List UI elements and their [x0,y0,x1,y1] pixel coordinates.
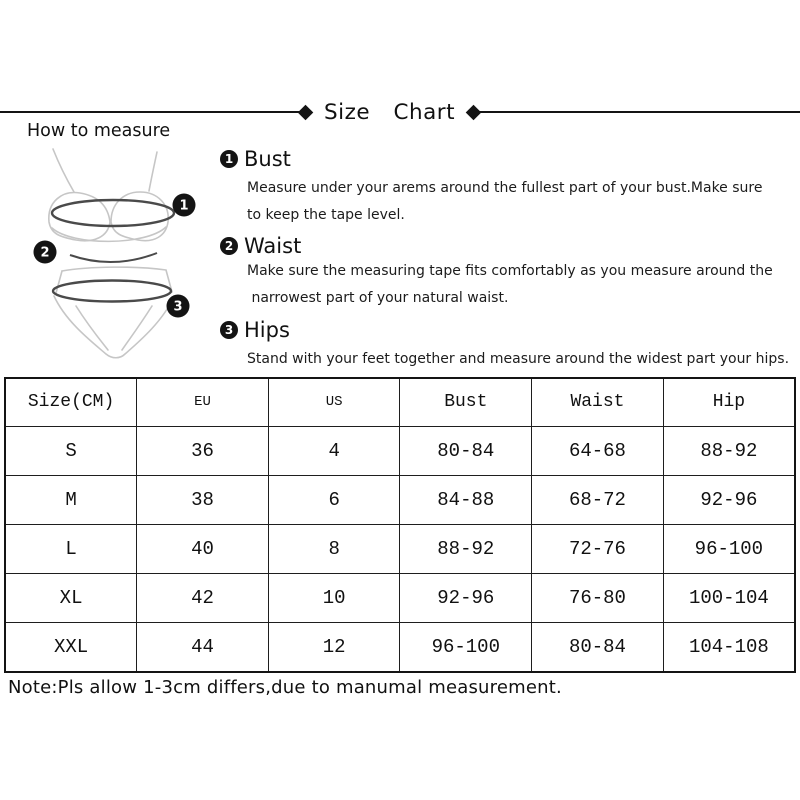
cell: XXL [5,623,137,672]
section-waist-header [220,234,773,258]
diamond-icon-right [466,104,482,120]
cell: 12 [268,623,400,672]
cell: 80-84 [532,623,664,672]
waist-description-line: narrowest part of your natural waist. [247,290,509,306]
title-rule-right [479,111,800,113]
badge-2-label: 2 [40,245,50,261]
cell: 6 [268,475,400,524]
bust-description-line: Measure under your arems around the fullest part of your bust.Make sure [247,180,763,196]
table-row-xxl [5,623,795,672]
page-title: Size Chart [324,99,456,125]
bust-heading: Bust [244,147,291,171]
col-header-size: Size(CM) [5,378,137,426]
table-row-l [5,524,795,573]
cell: 44 [137,623,269,672]
col-header-eu: EU [137,378,269,426]
section-hips-header [220,318,789,342]
cell: 100-104 [663,574,795,623]
cell: 4 [268,426,400,475]
col-header-hip: Hip [663,378,795,426]
cell: 84-88 [400,475,532,524]
panty-leg-left [76,306,108,350]
waist-heading: Waist [244,234,302,258]
badge-1-label: 1 [179,198,189,214]
cell: 104-108 [663,623,795,672]
title-rule-left [0,111,300,113]
waist-tape-line [70,253,157,262]
hip-tape-line [53,281,171,302]
cell: 40 [137,524,269,573]
cell: 64-68 [532,426,664,475]
panty-side-left [56,271,62,293]
panty-outline [54,296,174,358]
col-header-us: US [268,378,400,426]
waist-number-badge: 2 [220,237,238,255]
section-waist [220,234,773,312]
size-table [4,377,796,673]
bust-description-line: to keep the tape level. [247,207,405,223]
section-hips [220,318,789,373]
hips-number-badge: 3 [220,321,238,339]
size-table-header-row [5,378,795,426]
bikini-measurement-illustration [18,142,218,372]
col-header-bust: Bust [400,378,532,426]
waist-description-line: Make sure the measuring tape fits comfortably as you measure around the [247,263,773,279]
cell: 80-84 [400,426,532,475]
cell: 92-96 [400,574,532,623]
bust-number-badge: 1 [220,150,238,168]
cell: 88-92 [663,426,795,475]
cell: 92-96 [663,475,795,524]
cell: 72-76 [532,524,664,573]
section-bust-header [220,147,762,171]
cell: XL [5,574,137,623]
cell: 42 [137,574,269,623]
cell: 8 [268,524,400,573]
strap-right [149,152,157,191]
how-to-measure-heading: How to measure [27,121,171,141]
cell: 10 [268,574,400,623]
cell: S [5,426,137,475]
hips-description-line: Stand with your feet together and measure around the widest part your hips. [247,351,790,367]
table-row-m [5,475,795,524]
measurement-note: Note:Pls allow 1-3cm differs,due to manumal measurement. [8,677,562,698]
table-row-s [5,426,795,475]
cell: 76-80 [532,574,664,623]
waist-description [247,258,773,312]
hips-heading: Hips [244,318,290,342]
badge-3-label: 3 [173,299,183,315]
section-bust [220,147,762,229]
bust-tape-line [52,200,174,226]
cell: M [5,475,137,524]
cell: 96-100 [400,623,532,672]
strap-left [53,149,74,192]
cell: 38 [137,475,269,524]
table-row-xl [5,574,795,623]
cell: L [5,524,137,573]
cell: 68-72 [532,475,664,524]
hips-description [247,346,789,373]
cell: 88-92 [400,524,532,573]
bust-description [247,175,762,229]
col-header-waist: Waist [532,378,664,426]
cell: 96-100 [663,524,795,573]
cell: 36 [137,426,269,475]
